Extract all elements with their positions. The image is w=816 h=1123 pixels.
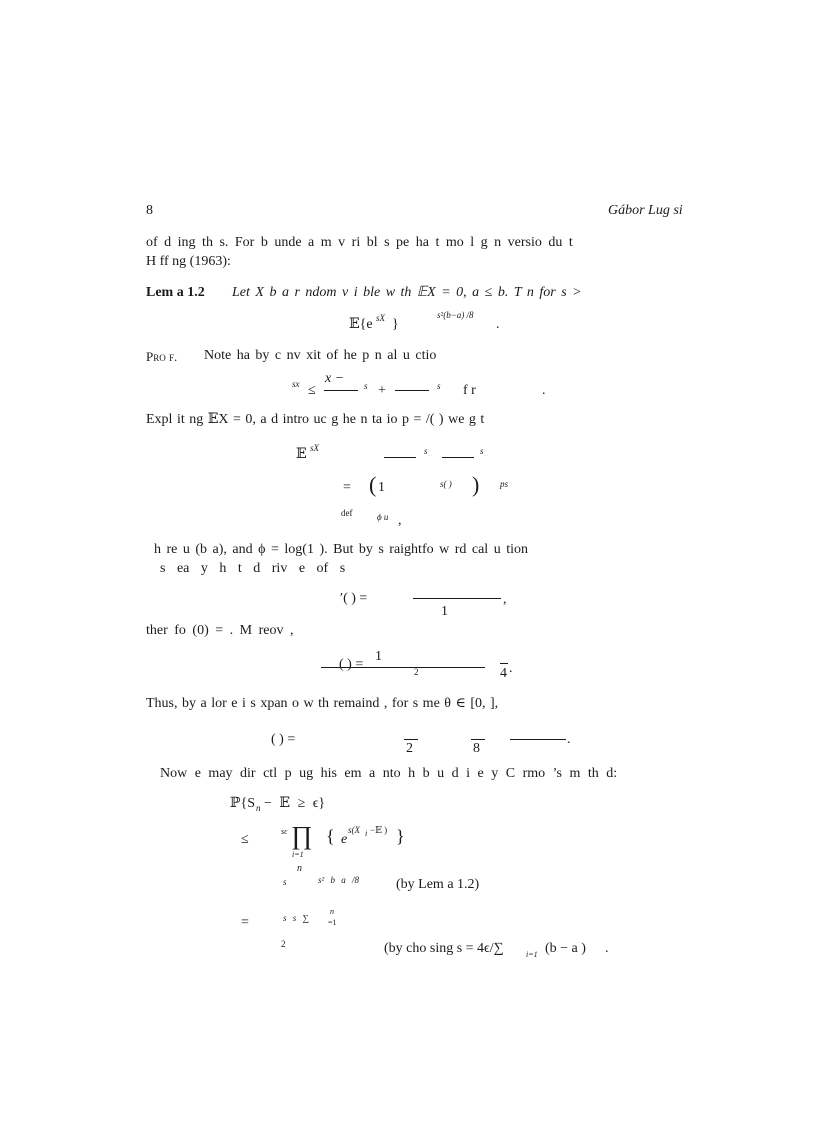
taylor-eq-end: . (567, 732, 571, 747)
second-numerator: 1 (375, 649, 382, 664)
final-row4-note-a: (by cho sing s = 4ϵ/∑ (384, 941, 504, 956)
eqblock-line2-paren-open: ( (369, 472, 377, 497)
final-product: ∏ (291, 821, 313, 850)
taylor-eq-bar-2 (471, 739, 485, 740)
lemma-label: Lem a 1.2 (146, 285, 205, 300)
eqblock-line2-eq: = (343, 480, 351, 495)
lemma-formula-lhs: 𝔼{e (349, 317, 373, 332)
lemma-formula-rhs: s²(b−a) /8 (437, 310, 474, 320)
lemma-formula-end: . (496, 317, 500, 332)
lemma-statement: Let X b a r ndom v i ble w th 𝔼X = 0, a ≤ b. T n for s > (232, 285, 582, 300)
eqblock-line3-def: def (341, 508, 353, 518)
final-row3-eq: = (241, 915, 249, 930)
final-row4-note-sub: i=1 (526, 950, 538, 959)
final-prob-sub: n (256, 803, 261, 813)
final-e-sub-i: i (365, 829, 368, 838)
deriv-comma: , (503, 592, 507, 607)
final-brace-open: { (326, 826, 335, 846)
convex-fraction-bar-1 (324, 390, 358, 391)
deriv-denominator: 1 (441, 604, 448, 619)
convex-s2: s (437, 381, 441, 391)
lemma-formula-rbrace: } (392, 317, 399, 332)
taylor-eq-lhs: ( ) = (271, 732, 296, 747)
eqblock-line3-comma: , (398, 513, 402, 528)
final-row2-note: (by Lem a 1.2) (396, 877, 480, 892)
proof-lead: Pro f. (146, 349, 178, 364)
convex-for: f r (463, 383, 476, 398)
where-line-1: h re u (b a), and ϕ = log(1 ). But by s raightfo w rd cal u tion (154, 542, 528, 557)
final-prob: ℙ{S (230, 796, 256, 811)
final-row3-sub: =1 (328, 918, 337, 927)
final-s-epsilon: sϵ (281, 827, 288, 836)
intro-line-2: H ff ng (1963): (146, 254, 231, 269)
convex-plus: + (378, 383, 386, 398)
eqblock-line1-s2: s (480, 446, 484, 456)
final-e-sup: s(X (348, 825, 360, 835)
now-text: Now e may dir ctl p ug his em a nto h b u d i e y C rmo ’s m th d: (160, 766, 618, 781)
eqblock-line1-bar-2 (442, 457, 474, 458)
final-n-top: n (297, 863, 302, 874)
eqblock-line3-phi: ϕ u (377, 512, 389, 522)
proof-sentence: Note ha by c nv xit of he p n al u ctio (204, 348, 437, 363)
second-quarter-bar (500, 663, 508, 664)
second-end: . (509, 661, 513, 676)
eqblock-line2-paren-close: ) (472, 472, 480, 497)
final-row4-note-b: (b − a ) (545, 941, 586, 956)
convex-fraction-bar-2 (395, 390, 429, 391)
final-prob-rest: − 𝔼 ≥ ϵ} (264, 796, 326, 811)
eqblock-line2-ps: ps (500, 479, 509, 489)
taylor-text: Thus, by a lor e i s xpan o w th remaind , for s me θ ∈ [0, ], (146, 696, 499, 711)
convex-s1: s (364, 381, 368, 391)
convex-numerator: x − (325, 371, 345, 386)
second-square: 2 (414, 667, 419, 677)
where-line-2: s ea y h t d riv e of s (160, 561, 346, 576)
final-row2-s: s (283, 877, 287, 887)
final-row4-dot: . (605, 941, 609, 956)
deriv-fraction-bar (413, 598, 501, 599)
taylor-eq-bar-1 (404, 739, 418, 740)
eqblock-line2-exp: s( ) (440, 479, 452, 489)
final-row3-sup: n (330, 907, 334, 916)
lemma-formula-sup: sX (376, 313, 385, 323)
final-le: ≤ (241, 832, 249, 847)
eqblock-line1-sup: sX (310, 443, 319, 453)
eqblock-line2-one: 1 (378, 480, 385, 495)
taylor-eq-two: 2 (406, 741, 413, 756)
convex-dot: . (542, 383, 546, 398)
second-fraction-bar (321, 667, 485, 668)
final-brace-close: } (396, 826, 405, 846)
final-e-sup-rest: −𝔼 ) (370, 825, 388, 835)
page-number: 8 (146, 203, 153, 218)
final-row2-exp: s² b a /8 (318, 875, 359, 885)
second-lhs: ( ) = (339, 657, 364, 672)
deriv-lhs: ′( ) = (340, 591, 368, 606)
second-quarter: 4 (500, 666, 507, 681)
final-row4-two: 2 (281, 939, 286, 949)
final-e: e (341, 832, 348, 847)
running-head-author: Gábor Lug si (608, 203, 683, 218)
final-product-sub: i=1 (292, 850, 304, 859)
final-row3-exp: s s ∑ (283, 913, 309, 923)
taylor-eq-eight: 8 (473, 741, 480, 756)
eqblock-line1-lhs: 𝔼 (296, 447, 307, 462)
taylor-eq-bar-3 (510, 739, 566, 740)
eqblock-line1-s1: s (424, 446, 428, 456)
exploit-text: Expl it ng 𝔼X = 0, a d intro uc g he n ta io p = /( ) we g t (146, 412, 485, 427)
eqblock-line1-bar-1 (384, 457, 416, 458)
intro-line-1: of d ing th s. For b unde a m v ri bl s pe ha t mo l g n versio du t (146, 235, 573, 250)
convex-sup: sx (292, 379, 300, 389)
convex-le: ≤ (308, 383, 316, 398)
therefore-text: ther fo (0) = . M reov , (146, 623, 294, 638)
